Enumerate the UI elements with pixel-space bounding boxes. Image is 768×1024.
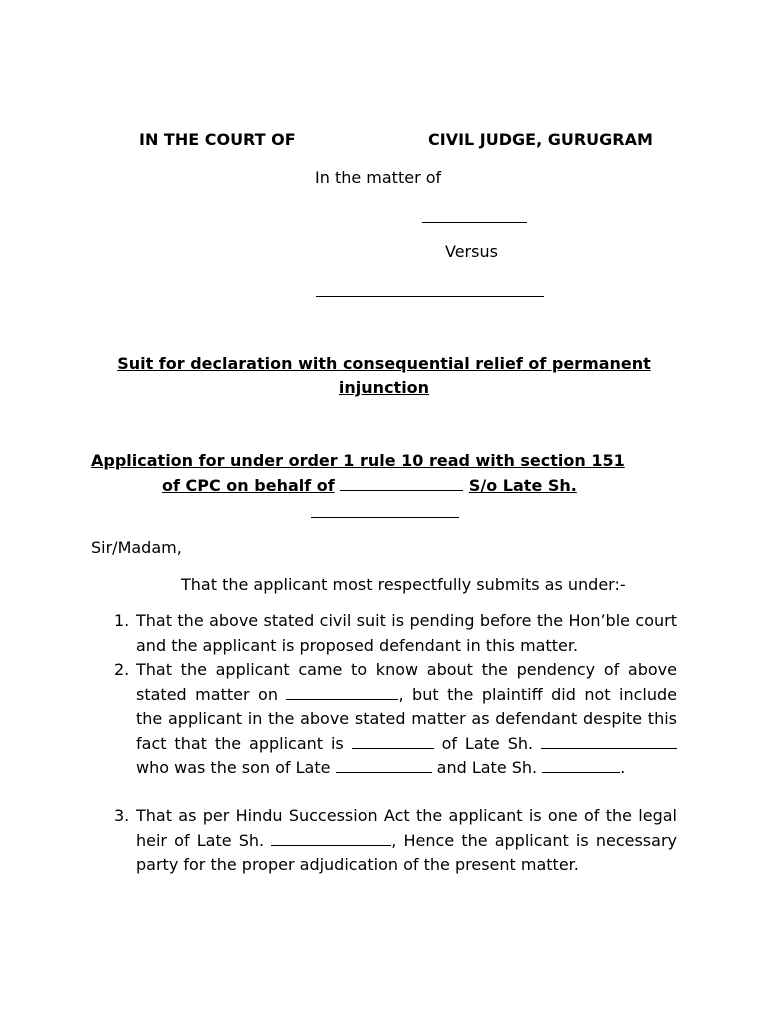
point-1-part: That the above stated civil suit is pending before the Hon’ble court and the applicant is proposed defendant in this matter.: [136, 611, 677, 655]
point-3-part: That as per Hindu Succession Act the applicant is one of the legal heir of Late Sh.: [136, 806, 677, 850]
versus-label: Versus: [445, 242, 498, 261]
point-3-text: [136, 804, 677, 878]
point-2-part: and Late Sh.: [431, 758, 543, 777]
point-2-part: .: [620, 758, 626, 777]
point-2-part: That the applicant came to know about the pendency of above stated matter on: [136, 660, 677, 704]
salutation: Sir/Madam,: [91, 538, 182, 557]
suit-title: Suit for declaration with consequential relief of permanent injunction: [117, 354, 651, 397]
point-2-part: of Late Sh.: [433, 733, 541, 753]
application-line-2-b: S/o Late Sh.: [468, 476, 577, 495]
late-name-blank: [541, 734, 677, 749]
application-line-1: Application for under order 1 rule 10 read with section 151: [91, 451, 625, 470]
application-line-2-a: of CPC on behalf of: [162, 476, 335, 495]
father-name-blank: [311, 517, 459, 518]
application-line-2: [162, 476, 577, 495]
defendant-blank: [316, 296, 544, 297]
point-2-number: 2.: [114, 660, 130, 679]
point-1-number: 1.: [114, 611, 130, 630]
applicant-name-blank: [340, 476, 463, 491]
date-blank: [286, 685, 398, 700]
legal-heir-blank: [271, 831, 391, 846]
point-2-text: [136, 658, 677, 781]
matter-label: In the matter of: [315, 168, 442, 187]
point-3-number: 3.: [114, 806, 130, 825]
relation-blank: [352, 734, 434, 749]
plaintiff-blank: [422, 222, 527, 223]
grandparent-blank: [336, 758, 432, 773]
intro-line: That the applicant most respectfully submits as under:-: [181, 575, 626, 594]
point-2-part: , but the plaintiff did not include the applicant in the above stated matter as defendant despite this fact that the applicant is: [136, 684, 678, 753]
point-2-part: who was the son of Late: [136, 758, 336, 777]
court-heading-right: CIVIL JUDGE, GURUGRAM: [428, 130, 653, 149]
court-heading-left: IN THE COURT OF: [139, 130, 296, 149]
point-1-text: [136, 609, 677, 658]
second-late-name-blank: [542, 758, 620, 773]
point-3-part: , Hence the applicant is necessary party for the proper adjudication of the present matter.: [136, 830, 677, 874]
